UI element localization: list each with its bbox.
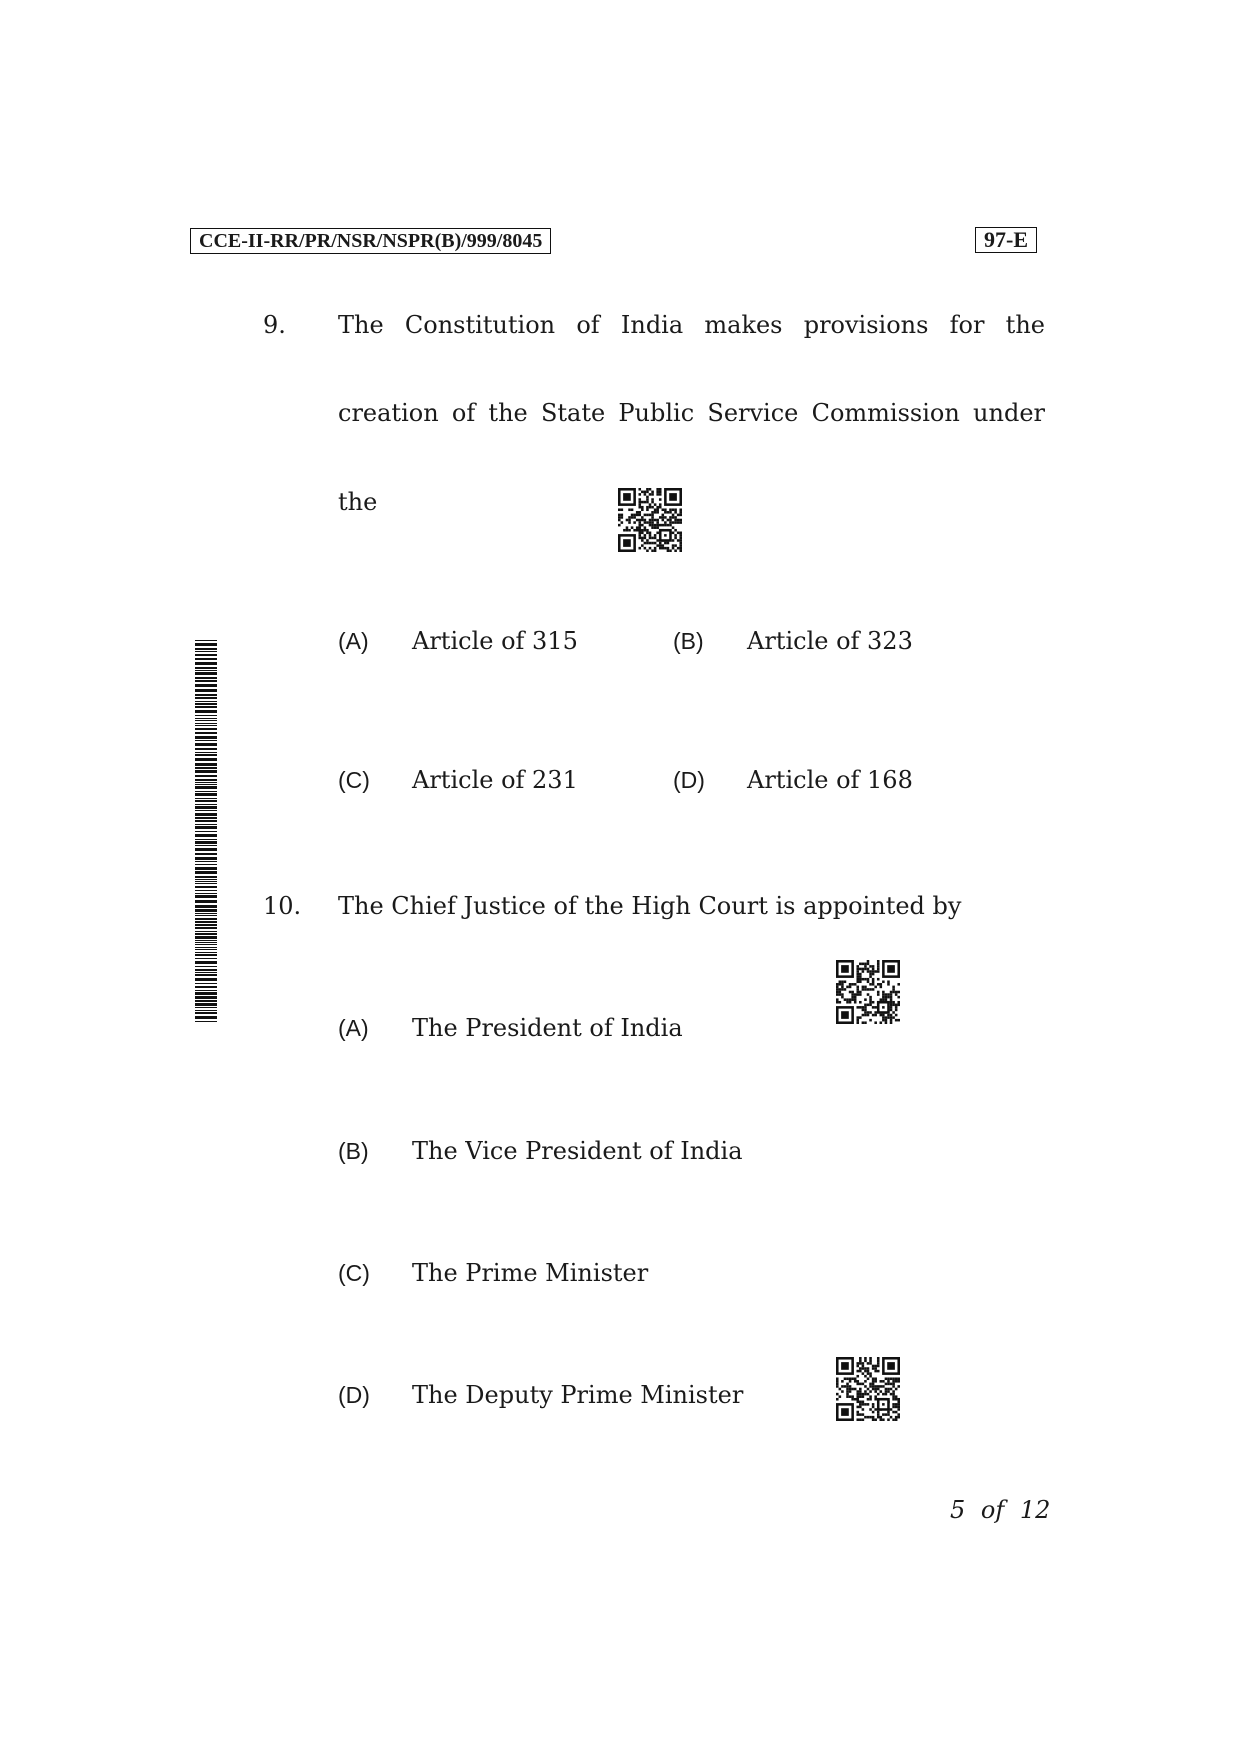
question-9-line-2: creation of the State Public Service Commission under	[338, 399, 1045, 427]
paper-code-box	[190, 228, 551, 254]
paper-code: CCE-II-RR/PR/NSR/NSPR(B)/999/8045	[199, 230, 543, 252]
option-letter: (C)	[338, 1260, 370, 1286]
series-code-box	[975, 227, 1037, 253]
question-9-number: 9.	[263, 311, 286, 339]
question-9-line-3: the	[338, 488, 378, 516]
question-9-line-1: The Constitution of India makes provisions for the	[338, 311, 1045, 339]
series-code: 97-E	[984, 227, 1028, 252]
option-letter: (D)	[673, 767, 705, 793]
q10-option-d[interactable]	[338, 1380, 370, 1410]
q10-option-b[interactable]	[338, 1136, 369, 1166]
option-letter: (B)	[673, 628, 704, 654]
question-10-number: 10.	[263, 892, 302, 920]
q9-option-b[interactable]	[673, 626, 704, 656]
q10-option-a-text: The President of India	[412, 1014, 683, 1042]
q9-option-d[interactable]	[673, 765, 705, 795]
barcode-icon	[195, 640, 217, 1022]
option-letter: (C)	[338, 767, 370, 793]
qr-code-icon	[618, 488, 682, 552]
q9-option-b-text: Article of 323	[747, 627, 913, 655]
q10-option-c[interactable]	[338, 1258, 370, 1288]
q10-option-c-text: The Prime Minister	[412, 1259, 649, 1287]
q9-option-d-text: Article of 168	[747, 766, 913, 794]
qr-code-icon	[836, 960, 900, 1024]
option-letter: (B)	[338, 1138, 369, 1164]
page-number: 5 of 12	[950, 1496, 1051, 1524]
question-10-text: The Chief Justice of the High Court is appointed by	[338, 892, 962, 920]
option-letter: (A)	[338, 1015, 369, 1041]
q9-option-a-text: Article of 315	[412, 627, 578, 655]
q10-option-b-text: The Vice President of India	[412, 1137, 743, 1165]
option-letter: (A)	[338, 628, 369, 654]
q10-option-a[interactable]	[338, 1013, 369, 1043]
option-letter: (D)	[338, 1382, 370, 1408]
q9-option-a[interactable]	[338, 626, 369, 656]
qr-code-icon	[836, 1357, 900, 1421]
q10-option-d-text: The Deputy Prime Minister	[412, 1381, 744, 1409]
q9-option-c-text: Article of 231	[412, 766, 578, 794]
q9-option-c[interactable]	[338, 765, 370, 795]
